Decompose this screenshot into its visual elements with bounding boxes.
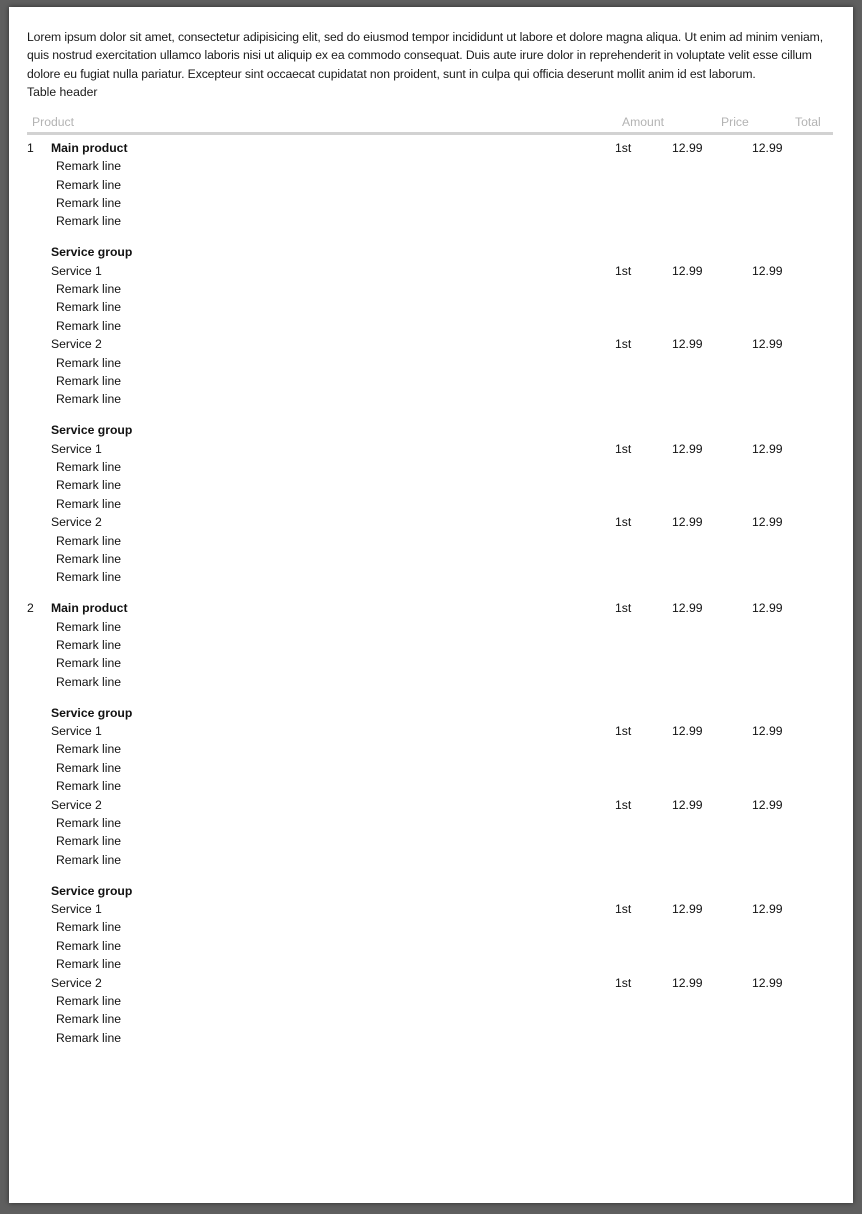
service-group-row	[27, 245, 833, 263]
remark-row	[27, 570, 833, 588]
service-group-row	[27, 706, 833, 724]
service-total: 12.99	[752, 337, 783, 352]
remark-line: Remark line	[56, 159, 122, 174]
remark-line: Remark line	[56, 920, 122, 935]
table-header-row	[27, 101, 833, 135]
remark-row	[27, 478, 833, 496]
service-total: 12.99	[752, 515, 783, 530]
table-caption: Table header	[27, 84, 98, 99]
service-name: Service 1	[51, 441, 102, 456]
remark-line: Remark line	[56, 637, 122, 652]
service-group-title: Service group	[51, 705, 133, 720]
remark-line: Remark line	[56, 779, 122, 794]
remark-row	[27, 534, 833, 552]
product-row	[27, 141, 833, 159]
service-total: 12.99	[752, 723, 783, 738]
remark-line: Remark line	[56, 459, 122, 474]
remark-line: Remark line	[56, 656, 122, 671]
remark-line: Remark line	[56, 551, 122, 566]
remark-row	[27, 742, 833, 760]
service-total: 12.99	[752, 901, 783, 916]
remark-line: Remark line	[56, 177, 122, 192]
remark-line: Remark line	[56, 373, 122, 388]
remark-row	[27, 994, 833, 1012]
service-price: 12.99	[672, 797, 703, 812]
remark-line: Remark line	[56, 1012, 122, 1027]
remark-line: Remark line	[56, 533, 122, 548]
service-group-title: Service group	[51, 883, 133, 898]
remark-row	[27, 300, 833, 318]
service-price: 12.99	[672, 975, 703, 990]
service-row	[27, 515, 833, 533]
remark-row	[27, 675, 833, 693]
table-body	[27, 135, 833, 1049]
service-price: 12.99	[672, 723, 703, 738]
remark-line: Remark line	[56, 496, 122, 511]
service-amount: 1st	[615, 723, 632, 738]
remark-row	[27, 356, 833, 374]
remark-row	[27, 214, 833, 232]
service-name: Service 2	[51, 797, 102, 812]
product-price: 12.99	[672, 140, 703, 155]
product-name: Main product	[51, 140, 128, 155]
product-number: 1	[27, 140, 34, 155]
remark-line: Remark line	[56, 834, 122, 849]
service-row	[27, 798, 833, 816]
service-amount: 1st	[615, 263, 632, 278]
column-header-total: Total	[795, 115, 821, 130]
remark-row	[27, 638, 833, 656]
remark-row	[27, 1031, 833, 1049]
page-content	[27, 28, 833, 1049]
service-price: 12.99	[672, 515, 703, 530]
product-amount: 1st	[615, 140, 632, 155]
service-name: Service 2	[51, 515, 102, 530]
remark-line: Remark line	[56, 478, 122, 493]
remark-row	[27, 319, 833, 337]
remark-line: Remark line	[56, 938, 122, 953]
product-row	[27, 601, 833, 619]
remark-line: Remark line	[56, 760, 122, 775]
remark-line: Remark line	[56, 1030, 122, 1045]
remark-line: Remark line	[56, 852, 122, 867]
document-page	[9, 7, 853, 1203]
column-header-price: Price	[721, 115, 749, 130]
service-price: 12.99	[672, 901, 703, 916]
service-row	[27, 724, 833, 742]
column-header-amount: Amount	[622, 115, 665, 130]
remark-row	[27, 853, 833, 871]
product-amount: 1st	[615, 601, 632, 616]
remark-row	[27, 460, 833, 478]
service-price: 12.99	[672, 441, 703, 456]
service-row	[27, 902, 833, 920]
service-row	[27, 976, 833, 994]
remark-line: Remark line	[56, 195, 122, 210]
product-number: 2	[27, 601, 34, 616]
service-row	[27, 264, 833, 282]
service-amount: 1st	[615, 337, 632, 352]
remark-row	[27, 957, 833, 975]
remark-line: Remark line	[56, 355, 122, 370]
service-name: Service 2	[51, 337, 102, 352]
service-group-title: Service group	[51, 245, 133, 260]
remark-row	[27, 834, 833, 852]
service-price: 12.99	[672, 263, 703, 278]
remark-row	[27, 552, 833, 570]
remark-row	[27, 920, 833, 938]
remark-line: Remark line	[56, 619, 122, 634]
service-total: 12.99	[752, 441, 783, 456]
remark-row	[27, 779, 833, 797]
service-row	[27, 337, 833, 355]
remark-row	[27, 178, 833, 196]
remark-row	[27, 1012, 833, 1030]
remark-row	[27, 392, 833, 410]
remark-row	[27, 816, 833, 834]
service-name: Service 1	[51, 263, 102, 278]
service-row	[27, 442, 833, 460]
service-name: Service 1	[51, 901, 102, 916]
service-amount: 1st	[615, 975, 632, 990]
service-group-title: Service group	[51, 423, 133, 438]
remark-row	[27, 282, 833, 300]
remark-row	[27, 497, 833, 515]
intro-paragraph: Lorem ipsum dolor sit amet, consectetur adipisicing elit, sed do eiusmod tempor incididunt ut labore et dolore magna aliqua. Ut enim ad minim veniam, quis nostrud exercitation ullamco laboris nisi ut aliquip ex ea commodo consequat. Duis aute irure dolor in reprehenderit in voluptate velit esse cillum dolore eu fugiat nulla pariatur. Excepteur sint occaecat cupidatat non proident, sunt in culpa qui officia deserunt mollit anim id est laborum.	[27, 30, 823, 81]
remark-row	[27, 939, 833, 957]
service-group-row	[27, 884, 833, 902]
remark-row	[27, 374, 833, 392]
remark-line: Remark line	[56, 281, 122, 296]
remark-line: Remark line	[56, 318, 122, 333]
remark-line: Remark line	[56, 674, 122, 689]
service-amount: 1st	[615, 797, 632, 812]
service-name: Service 2	[51, 975, 102, 990]
product-total: 12.99	[752, 140, 783, 155]
remark-row	[27, 159, 833, 177]
product-total: 12.99	[752, 601, 783, 616]
remark-row	[27, 656, 833, 674]
remark-line: Remark line	[56, 815, 122, 830]
product-price: 12.99	[672, 601, 703, 616]
service-total: 12.99	[752, 797, 783, 812]
service-group-row	[27, 423, 833, 441]
remark-row	[27, 620, 833, 638]
remark-line: Remark line	[56, 957, 122, 972]
remark-line: Remark line	[56, 570, 122, 585]
service-price: 12.99	[672, 337, 703, 352]
remark-row	[27, 196, 833, 214]
remark-line: Remark line	[56, 300, 122, 315]
remark-line: Remark line	[56, 214, 122, 229]
service-name: Service 1	[51, 723, 102, 738]
product-name: Main product	[51, 601, 128, 616]
remark-line: Remark line	[56, 742, 122, 757]
column-header-product: Product	[32, 115, 75, 130]
service-total: 12.99	[752, 263, 783, 278]
service-total: 12.99	[752, 975, 783, 990]
service-amount: 1st	[615, 441, 632, 456]
service-amount: 1st	[615, 515, 632, 530]
remark-row	[27, 761, 833, 779]
remark-line: Remark line	[56, 392, 122, 407]
service-amount: 1st	[615, 901, 632, 916]
remark-line: Remark line	[56, 993, 122, 1008]
